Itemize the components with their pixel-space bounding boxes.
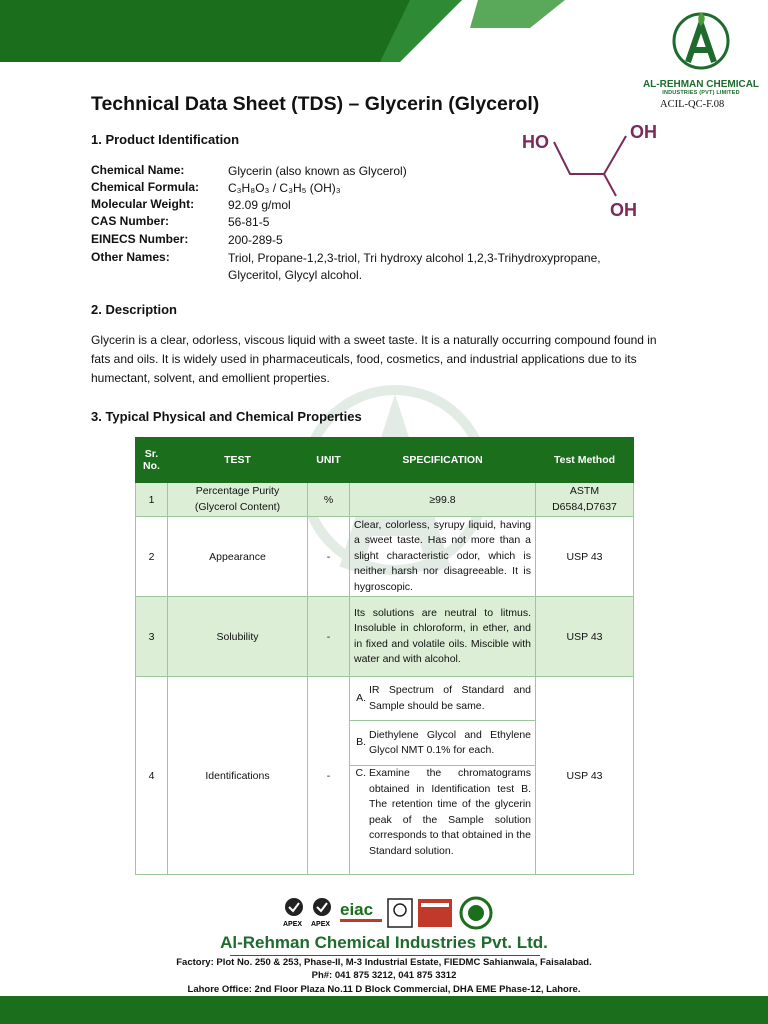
cell-method: USP 43 [536, 597, 634, 677]
footer-factory-address: Factory: Plot No. 250 & 253, Phase-II, M-3 Industrial Estate, FIEDMC Sahianwala, Faisalabad. [176, 957, 592, 968]
logo-emblem-icon [666, 6, 736, 72]
section-product-identification-heading: 1. Product Identification [91, 132, 240, 147]
cell-method: USP 43 [536, 517, 634, 597]
eiac-badge-icon [340, 900, 382, 922]
section-properties-heading: 3. Typical Physical and Chemical Properties [91, 409, 362, 424]
page-title: Technical Data Sheet (TDS) – Glycerin (Glycerol) [91, 93, 540, 115]
table-header-row [136, 438, 634, 483]
cell-spec: ≥99.8 [350, 483, 536, 517]
cell-unit: - [308, 677, 350, 875]
structure-oh-bottom-label: OH [610, 200, 637, 220]
cell-sr: 2 [136, 517, 168, 597]
footer-band [0, 996, 768, 1024]
section-description-heading: 2. Description [91, 302, 177, 317]
certification-badge-icon [418, 899, 452, 927]
cell-test: Identifications [168, 677, 308, 875]
sub-spec-letter: B. [356, 736, 366, 749]
info-label: Chemical Formula: [91, 180, 200, 194]
svg-text:eiac: eiac [340, 900, 374, 919]
cell-test: Solubility [168, 597, 308, 677]
apex-badge-icon [283, 898, 303, 928]
table-row [136, 517, 634, 597]
sub-spec-text: IR Spectrum of Standard and Sample should be same. [369, 684, 531, 712]
footer-phone: Ph#: 041 875 3212, 041 875 3312 [311, 970, 457, 981]
bureau-veritas-badge-icon [388, 899, 412, 927]
structure-oh-top-label: OH [630, 122, 657, 142]
column-header-unit: UNIT [308, 438, 350, 483]
properties-table [135, 437, 634, 875]
sub-spec-text: Diethylene Glycol and Ethylene Glycol NMT 0.1% for each. [369, 728, 531, 756]
svg-text:APEX: APEX [311, 921, 331, 928]
logo-name: AL-REHMAN CHEMICAL [642, 79, 760, 90]
column-header-sr: Sr. No. [136, 438, 168, 483]
cell-unit: % [308, 483, 350, 517]
footer-divider [230, 955, 540, 956]
info-label: CAS Number: [91, 214, 170, 228]
sub-spec-letter: A. [356, 691, 366, 704]
table-row [136, 597, 634, 677]
structure-ho-label: HO [522, 132, 549, 152]
certification-badges [280, 895, 500, 931]
sub-spec-item [350, 766, 535, 859]
logo-subtitle: INDUSTRIES (PVT) LIMITED [662, 90, 740, 96]
info-label: Chemical Name: [91, 163, 185, 177]
column-header-specification: SPECIFICATION [350, 438, 536, 483]
column-header-test-method: Test Method [536, 438, 634, 483]
cell-sr: 1 [136, 483, 168, 517]
info-label: EINECS Number: [91, 232, 189, 246]
svg-text:APEX: APEX [283, 921, 303, 928]
cell-unit: - [308, 517, 350, 597]
info-value: 200-289-5 [228, 233, 283, 247]
cell-unit: - [308, 597, 350, 677]
document-code: ACIL-QC-F.08 [660, 99, 725, 110]
sub-spec-item [350, 677, 535, 721]
info-value: Glycerin (also known as Glycerol) [228, 164, 407, 178]
sub-spec-letter: C. [355, 767, 366, 779]
cell-test: Percentage Purity (Glycerol Content) [168, 483, 308, 517]
description-text: Glycerin is a clear, odorless, viscous liquid with a sweet taste. It is a naturally occurring compound found in fats and oils. It is widely used in pharmaceuticals, food, cosmetics, and industrial applications due to its humectant, solvent, and emollient properties. [91, 333, 657, 385]
cell-sr: 4 [136, 677, 168, 875]
company-logo [636, 6, 766, 102]
sub-spec-text: Examine the chromatograms obtained in Identification test B. The retention time of the glycerin peak of the Sample solution corresponds to that obtained in the Standard solution. [369, 767, 531, 857]
info-value: 56-81-5 [228, 215, 270, 229]
info-value: 92.09 g/mol [228, 198, 291, 212]
cell-spec: Clear, colorless, syrupy liquid, having a sweet taste. Has not more than a slight characteristic odor, which is neither harsh nor disagreeable. It is hygroscopic. [350, 517, 536, 597]
table-row [136, 677, 634, 875]
cell-method: USP 43 [536, 677, 634, 875]
footer-lahore-address: Lahore Office: 2nd Floor Plaza No.11 D Block Commercial, DHA EME Phase-12, Lahore. [187, 984, 581, 995]
info-value: C₃H₈O₃ / C₃H₅ (OH)₃ [228, 181, 341, 195]
halal-badge-icon [461, 898, 491, 928]
sub-spec-item [350, 721, 535, 766]
info-value: Triol, Propane-1,2,3-triol, Tri hydroxy alcohol 1,2,3-Trihydroxypropane, Glyceritol, Glycyl alcohol. [228, 251, 601, 282]
column-header-test: TEST [168, 438, 308, 483]
info-label: Other Names: [91, 250, 170, 264]
cell-sr: 3 [136, 597, 168, 677]
footer-company-name: Al-Rehman Chemical Industries Pvt. Ltd. [220, 933, 548, 952]
table-row [136, 483, 634, 517]
info-label: Molecular Weight: [91, 197, 195, 211]
cell-spec: Its solutions are neutral to litmus. Insoluble in chloroform, in ether, and in fixed and volatile oils. Miscible with water and with alcohol. [350, 597, 536, 677]
cell-test: Appearance [168, 517, 308, 597]
apex-badge-icon [311, 898, 331, 928]
cell-method: ASTM D6584,D7637 [536, 483, 634, 517]
cell-spec [350, 677, 536, 875]
